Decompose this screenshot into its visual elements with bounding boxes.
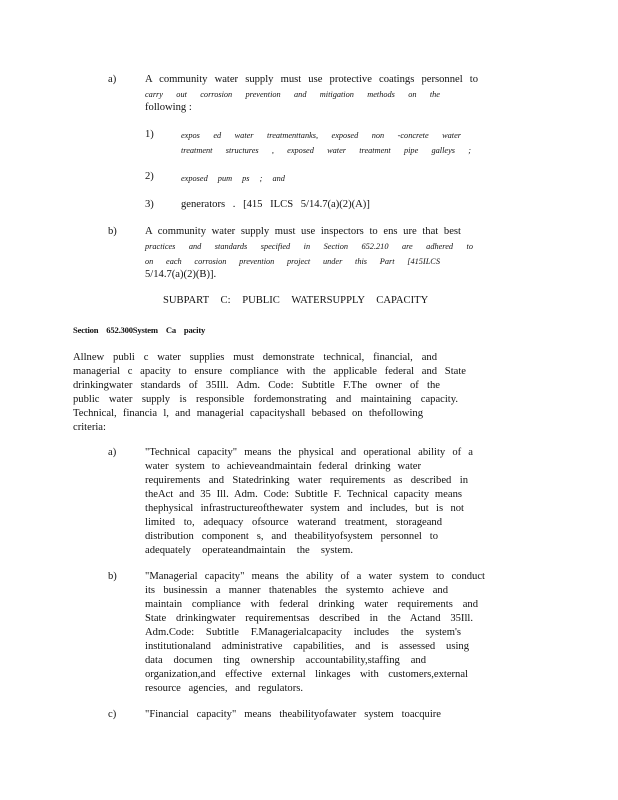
criteria-a-line-3: requirements and Statedrinking water requirements as described in <box>145 475 468 486</box>
criteria-b-line-1: "Managerial capacity" means the ability of a water system to conduct <box>145 571 485 582</box>
intro-line-1: Allnew publi c water supplies must demonstrate technical, financial, and <box>73 352 437 363</box>
item-b-line-1: A community water supply must use inspectors to ens ure that best <box>145 226 461 237</box>
item-a-line-1: A community water supply must use protective coatings personnel to <box>145 74 478 85</box>
criteria-b-line-8: organization,and effective external linkages with customers,external <box>145 669 468 680</box>
sub-2-label: 2) <box>145 171 154 182</box>
criteria-a-line-5: thephysical infrastructureofthewater system and includes, but is not <box>145 503 464 514</box>
criteria-a-line-6: limited to, adequacy ofsource waterand treatment, storageand <box>145 517 442 528</box>
criteria-a-line-1: "Technical capacity" means the physical and operational ability of a <box>145 447 473 458</box>
sub-1-label: 1) <box>145 129 154 140</box>
criteria-a-line-8: adequately operateandmaintain the system. <box>145 545 353 556</box>
criteria-a-line-7: distribution component s, and theabilityofsystem personnel to <box>145 531 438 542</box>
item-b-label: b) <box>108 226 117 237</box>
intro-line-5: Technical, financia l, and managerial capacityshall bebased on thefollowing <box>73 408 423 419</box>
intro-line-3: drinkingwater standards of 35Ill. Adm. Code: Subtitle F.The owner of the <box>73 380 440 391</box>
criteria-c-line-1: "Financial capacity" means theabilityofawater system toacquire <box>145 709 441 720</box>
criteria-b-line-5: Adm.Code: Subtitle F.Managerialcapacity includes the system's <box>145 627 461 638</box>
criteria-a-label: a) <box>108 447 117 458</box>
sub-3-label: 3) <box>145 199 154 210</box>
intro-line-4: public water supply is responsible fordemonstrating and maintaining capacity. <box>73 394 458 405</box>
item-b-line-3: on each corrosion prevention project under this Part [415ILCS <box>145 257 440 266</box>
sub-3-line-1: generators . [415 ILCS 5/14.7(a)(2)(A)] <box>181 199 370 210</box>
criteria-c-label: c) <box>108 709 117 720</box>
item-a-line-3: following : <box>145 102 192 113</box>
sub-1-line-1: expos ed water treatmenttanks, exposed non -concrete water <box>181 131 461 140</box>
criteria-b-line-3: maintain compliance with federal drinking water requirements and <box>145 599 478 610</box>
item-b-line-4: 5/14.7(a)(2)(B)]. <box>145 269 217 280</box>
item-a-label: a) <box>108 74 117 85</box>
intro-line-2: managerial c apacity to ensure compliance with the applicable federal and State <box>73 366 466 377</box>
criteria-a-line-4: theAct and 35 Ill. Adm. Code: Subtitle F. Technical capacity means <box>145 489 462 500</box>
item-b-line-2: practices and standards specified in Section 652.210 are adhered to <box>145 242 473 251</box>
criteria-b-line-9: resource agencies, and regulators. <box>145 683 303 694</box>
sub-2-line-1: exposed pum ps ; and <box>181 174 285 183</box>
criteria-b-line-2: its businessin a manner thatenables the systemto achieve and <box>145 585 448 596</box>
subpart-heading: SUBPART C: PUBLIC WATERSUPPLY CAPACITY <box>163 295 429 306</box>
criteria-b-line-7: data documen ting ownership accountability,staffing and <box>145 655 426 666</box>
criteria-b-label: b) <box>108 571 117 582</box>
criteria-b-line-6: institutionaland administrative capabilities, and is assessed using <box>145 641 469 652</box>
sub-1-line-2: treatment structures , exposed water treatment pipe galleys ; <box>181 146 471 155</box>
intro-line-6: criteria: <box>73 422 106 433</box>
criteria-a-line-2: water system to achieveandmaintain federal drinking water <box>145 461 421 472</box>
item-a-line-2: carry out corrosion prevention and mitigation methods on the <box>145 90 440 99</box>
section-heading: Section 652.300System Ca pacity <box>73 325 206 335</box>
criteria-b-line-4: State drinkingwater requirementsas described in the Actand 35Ill. <box>145 613 473 624</box>
